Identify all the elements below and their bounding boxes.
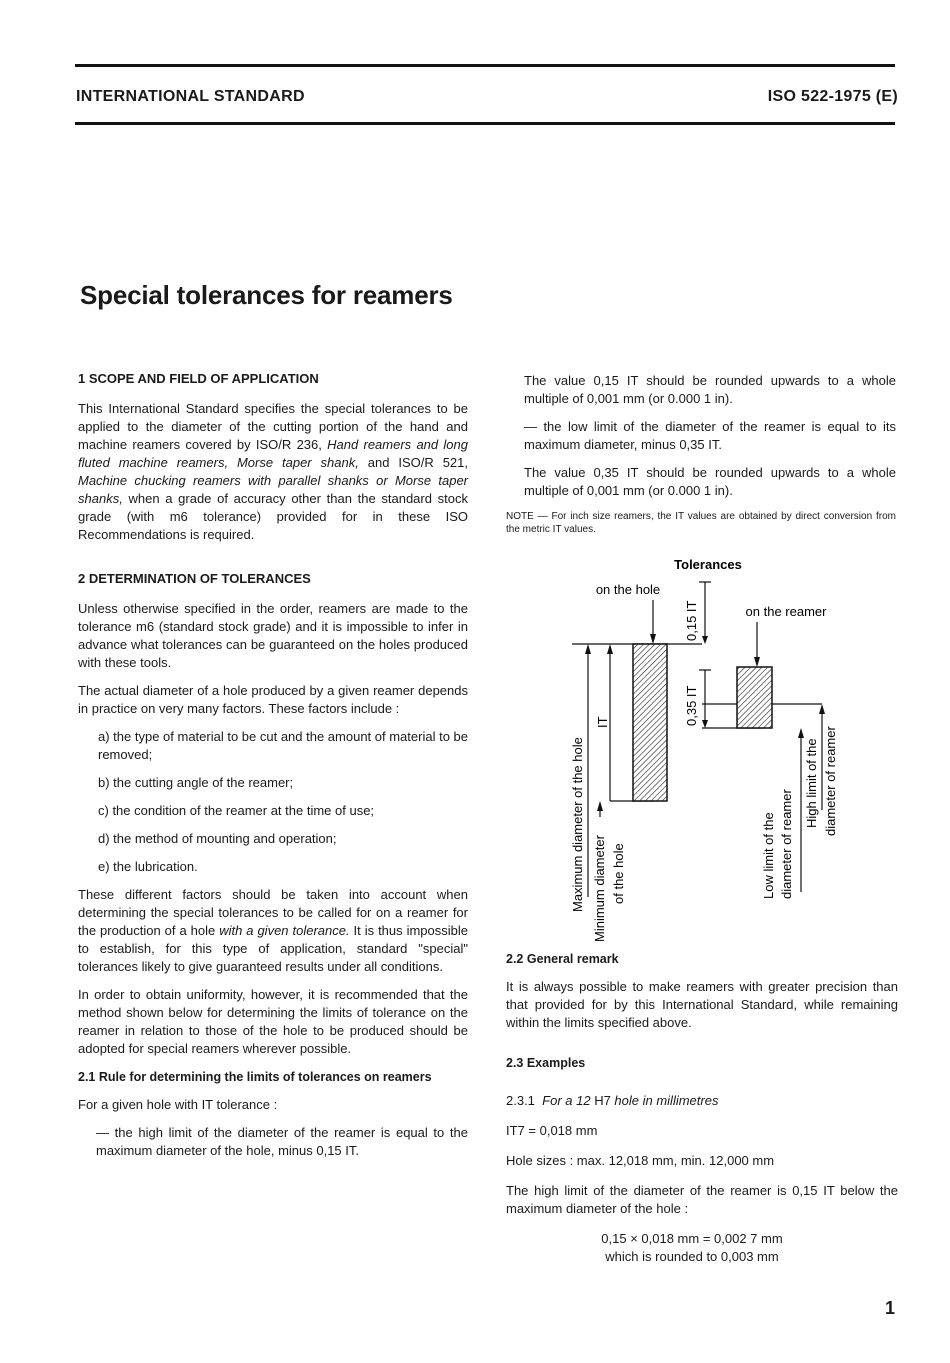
label-on-hole: on the hole bbox=[595, 582, 661, 597]
section-2-3-1-heading: 2.3.1 For a 12 H7 hole in millimetres bbox=[506, 1093, 719, 1108]
note: NOTE — For inch size reamers, the IT values are obtained by direct conversion from the metric IT values. bbox=[506, 511, 896, 535]
high-limit-text: The high limit of the diameter of the reamer is 0,15 IT below the maximum diameter of the hole : bbox=[506, 1183, 898, 1216]
figure-title: Tolerances bbox=[674, 557, 742, 572]
section-2-3-heading: 2.3 Examples bbox=[506, 1056, 586, 1070]
rounding-paragraph-1: The value 0,15 IT should be rounded upwards to a whole multiple of 0,001 mm (or 0.000 1 in). bbox=[524, 373, 896, 406]
section-2-paragraph-3: These different factors should be taken into account when determining the special tolerances to be called for on a reamer for the production of a hole with a given tolerance. It is thus impossible to establish, for this type of application, standard "special" tolerances likely to give guaranteed results under all conditions. bbox=[78, 887, 469, 974]
rule-item-high-limit: — the high limit of the diameter of the reamer is equal to the maximum diameter of the hole, minus 0,15 IT. bbox=[96, 1125, 468, 1158]
label-0-35-it: 0,35 IT bbox=[684, 685, 699, 726]
section-2-paragraph-4: In order to obtain uniformity, however, it is recommended that the method shown below for determining the limits of tolerance on the reamer in relation to those of the hole to be produced should be adopted for special reamers wherever possible. bbox=[78, 987, 468, 1056]
label-low-limit-1: Low limit of the bbox=[761, 812, 776, 899]
label-low-limit-2: diameter of reamer bbox=[779, 789, 794, 899]
rounding-paragraph-2: The value 0,35 IT should be rounded upwards to a whole multiple of 0,001 mm (or 0.000 1 in). bbox=[524, 465, 896, 498]
it7-value: IT7 = 0,018 mm bbox=[506, 1123, 598, 1138]
left-column bbox=[78, 370, 468, 1170]
label-on-reamer: on the reamer bbox=[745, 604, 827, 619]
tolerance-diagram bbox=[560, 552, 860, 944]
calculation-line-2: which is rounded to 0,003 mm bbox=[605, 1249, 779, 1264]
rule-item-low-limit: — the low limit of the diameter of the reamer is equal to its maximum diameter, minus 0,35 IT. bbox=[524, 419, 896, 452]
label-max-diameter-hole: Maximum diameter of the hole bbox=[570, 737, 585, 912]
section-2-1-paragraph: For a given hole with IT tolerance : bbox=[78, 1097, 278, 1112]
list-item: d) the method of mounting and operation; bbox=[98, 831, 337, 846]
section-2-paragraph-2: The actual diameter of a hole produced by a given reamer depends in practice on very many factors. These factors include : bbox=[78, 683, 468, 716]
label-high-limit-1: High limit of the bbox=[804, 738, 819, 828]
list-item: e) the lubrication. bbox=[98, 859, 198, 874]
hole-tolerance-zone bbox=[633, 644, 667, 801]
header-rule-bottom bbox=[75, 122, 895, 125]
page-number: 1 bbox=[884, 1298, 895, 1318]
section-2-2-heading: 2.2 General remark bbox=[506, 952, 619, 966]
section-1-heading: 1 SCOPE AND FIELD OF APPLICATION bbox=[78, 371, 319, 386]
list-item: b) the cutting angle of the reamer; bbox=[98, 775, 294, 790]
calculation-line-1: 0,15 × 0,018 mm = 0,002 7 mm bbox=[601, 1231, 783, 1246]
reamer-tolerance-zone bbox=[737, 667, 772, 728]
page-title: Special tolerances for reamers bbox=[80, 280, 453, 310]
label-0-15-it: 0,15 IT bbox=[684, 600, 699, 641]
label-it: IT bbox=[595, 716, 610, 728]
right-column bbox=[506, 372, 896, 546]
section-2-2-paragraph: It is always possible to make reamers with greater precision than that provided for by this International Standard, while remaining within the limits specified above. bbox=[506, 979, 898, 1030]
header-left: INTERNATIONAL STANDARD bbox=[76, 88, 305, 105]
label-min-diameter-2: of the hole bbox=[611, 843, 626, 904]
label-high-limit-2: diameter of reamer bbox=[823, 726, 838, 836]
header-rule-top bbox=[75, 64, 895, 67]
section-2-paragraph-1: Unless otherwise specified in the order, reamers are made to the tolerance m6 (standard stock grade) and it is impossible to infer in advance what tolerances can be guaranteed on the holes produced with these tools. bbox=[78, 601, 468, 670]
section-1-paragraph: This International Standard specifies the special tolerances to be applied to the diameter of the cutting portion of the hand and machine reamers covered by ISO/R 236, Hand reamers and long fluted machine reamers, Morse taper shank, and ISO/R 521, Machine chucking reamers with parallel shanks or Morse taper shanks, when a grade of accuracy other than the standard stock grade (with m6 tolerance) provided for in these ISO Recommendations is required. bbox=[78, 401, 468, 542]
right-column-lower bbox=[506, 950, 898, 1266]
section-2-1-heading: 2.1 Rule for determining the limits of tolerances on reamers bbox=[78, 1070, 432, 1084]
section-2-heading: 2 DETERMINATION OF TOLERANCES bbox=[78, 571, 311, 586]
label-min-diameter-1: Minimum diameter bbox=[592, 835, 607, 942]
hole-sizes: Hole sizes : max. 12,018 mm, min. 12,000 mm bbox=[506, 1153, 775, 1168]
list-item: c) the condition of the reamer at the time of use; bbox=[98, 803, 375, 818]
list-item: a) the type of material to be cut and the amount of material to be removed; bbox=[98, 729, 468, 762]
header-right: ISO 522-1975 (E) bbox=[767, 88, 898, 105]
